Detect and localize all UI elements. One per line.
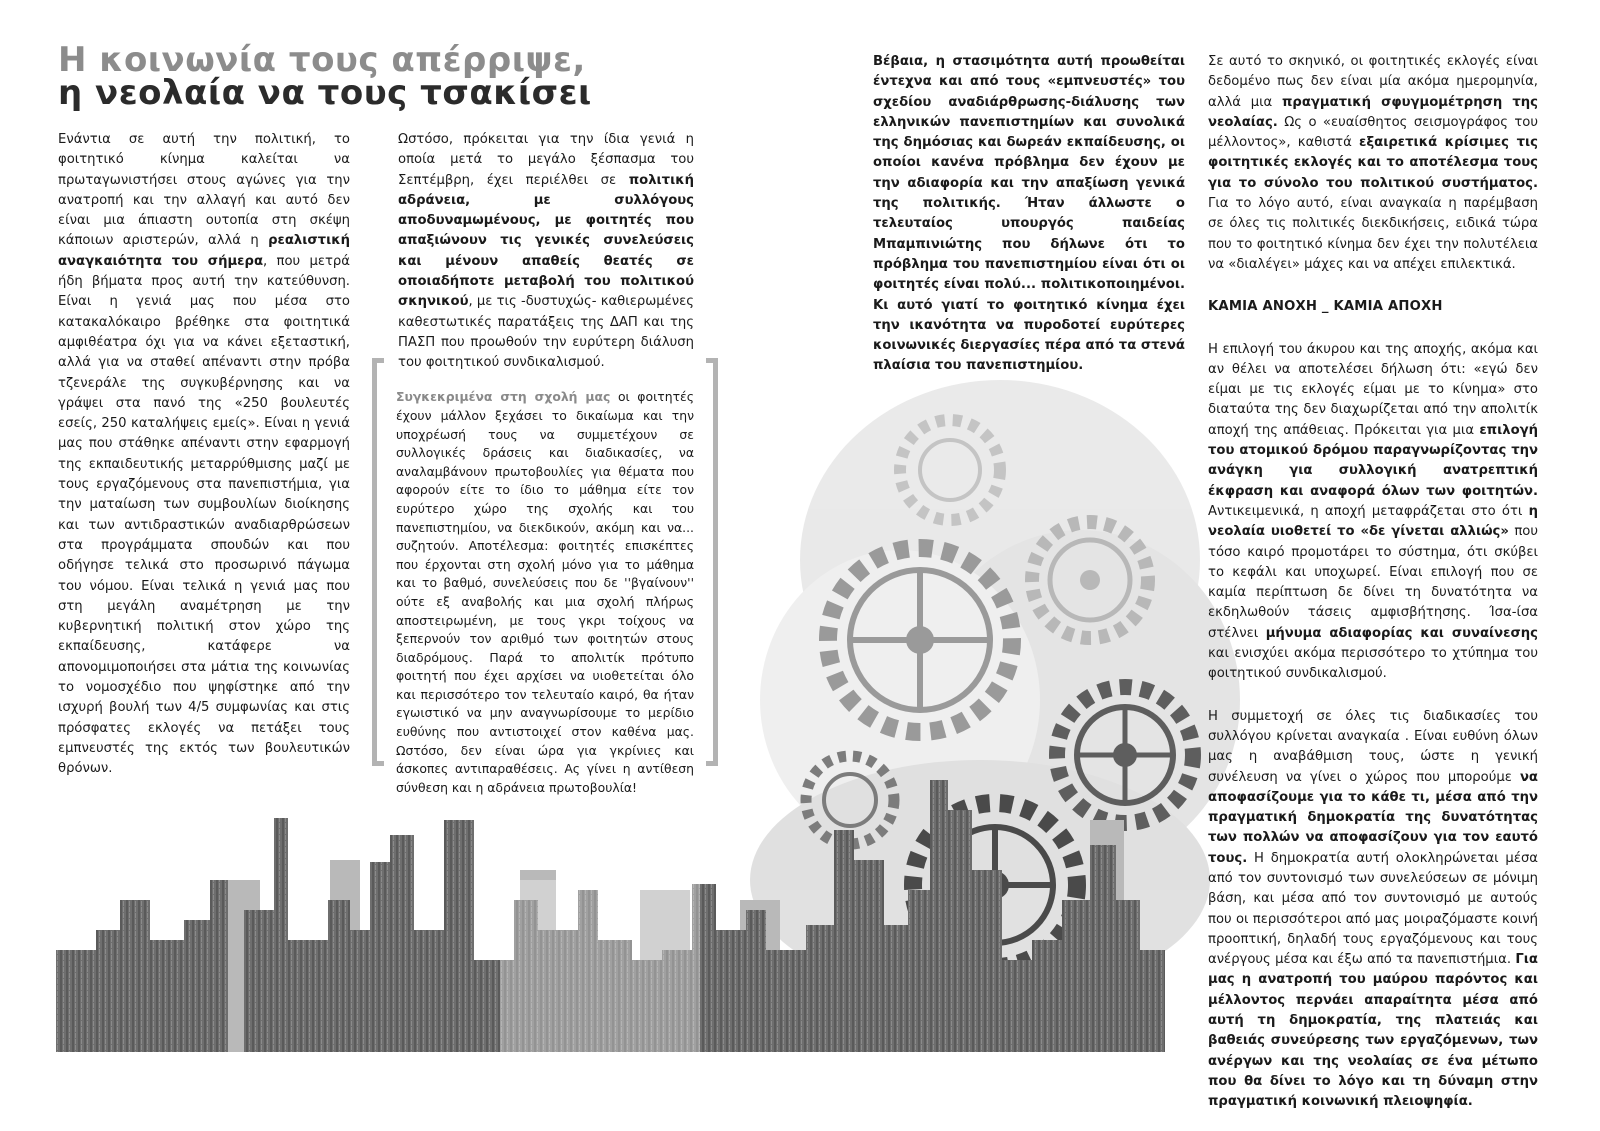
sidebar-lead: Συγκεκριμένα στη σχολή μας [396,389,611,405]
text: , που μετρά ήδη βήματα προς αυτή την κατεύθυνση. Είναι η γενιά μας που μέσα στο κατακαλόκαιρο βρέθηκε στα φοιτητικά αμφιθέατρα όχι για να κάνει εξεταστική, αλλά για να σταθεί απέναντι στην πρόβα τζενεράλε της συγκυβέρνησης και να γράψει στα πανό της «250 βουλευτές εσείς, 250 καταλήψεις εμείς». Είναι η γενιά μας που στάθηκε απέναντι στην εφαρμογή της εκπαιδευτικής μεταρρύθμισης μαζί με τους εργαζόμενους στα πανεπιστήμια, για την ματαίωση των συμβουλίων διοίκησης και των αντιδραστικών αναδιαρθρώσεων στα προγράμματα σπουδών και που οδήγησε τελικά στο προσωρινό πάγωμα του νόμου. Είναι τελικά η γενιά μας που στη μεγάλη αναμέτρηση με την κυβερνητική πολιτική στον χώρο της εκπαίδευσης, κατάφερε να απονομιμοποιήσει στα μάτια της κοινωνίας το νομοσχέδιο που ψηφίστηκε από την ισχυρή βουλή των 4/5 συμφωνίας και στις πρόσφατες εκλογές να πετάξει τους εμπνευστές της εκτός των βουλευτικών θρόνων. [58,253,350,777]
text: Ενάντια σε αυτή την πολιτική, το φοιτητικό κίνημα καλείται να πρωταγωνιστήσει στους αγώνες για την ανατροπή και την αλλαγή και αυτό δεν είναι μια άπιαστη ουτοπία στη σκέψη κάποιων αριστερών, αλλά η [58,132,350,249]
bold-text: Για μας η ανατροπή του μαύρου παρόντος και μέλλοντος περνάει απαραίτητα μέσα από αυτή τη δημοκρατία, της πλατειάς και βαθειάς συνεύρεσης των εργαζόμενων, των ανέργων και της νεολαίας σε ένα μέτωπο που θα δίνει το λόγο και τη δύναμη στην πραγματική κοινωνική πλειοψηφία. [1208,952,1538,1110]
paragraph [1208,52,1538,275]
text: οι φοιτητές έχουν μάλλον ξεχάσει το δικαίωμα και την υποχρέωσή τους να συμμετέχουν σε συλλογικές δράσεις και διαδικασίες, να αναλαμβάνουν πρωτοβουλίες για θέματα που αφορούν είτε το ίδιο το μάθημα είτε τον ευρύτερο χώρο της σχολής και του πανεπιστημίου, να διεκδικούν, ακόμη και να... συζητούν. Αποτέλεσμα: φοιτητές επισκέπτες που έρχονται στη σχολή μόνο για το μάθημα και το βαθμό, συνελεύσεις που δε ''βγαίνουν'' ούτε εξ αναβολής και μια σχολή πλήρως αποστειρωμένη, με τους γκρι τοίχους να ξεπερνούν τον αριθμό των φοιτητών στους διαδρόμους. Παρά το απολιτίκ πρότυπο φοιτητή που έχει αρχίσει να υιοθετείται όλο και περισσότερο τον τελευταίο καιρό, θα ήταν εγωιστικό να μην αναγνωρίσουμε το μερίδιο ευθύνης που αντιστοιχεί στον καθένα μας. Ωστόσο, δεν είναι ώρα για γκρίνιες και άσκοπες αντιπαραθέσεις. Ας γίνει η αντίθεση σύνθεση και η αδράνεια πρωτοβουλία! [396,389,694,795]
paragraph [1208,340,1538,685]
subheading: ΚΑΜΙΑ ΑΝΟΧΗ _ ΚΑΜΙΑ ΑΠΟΧΗ [1208,299,1443,315]
text: Αντικειμενικά, η αποχή μεταφράζεται στο ότι [1208,503,1529,519]
text: , με τις -δυστυχώς- καθιερωμένες καθεστωτικές παρατάξεις της ΔΑΠ και της ΠΑΣΠ που προωθούν την ευρύτερη διάλυση του φοιτητικού συνδικαλισμού. [398,294,694,371]
text: Ωστόσο, πρόκειται για την ίδια γενιά η οποία μετά το μεγάλο ξέσπασμα του Σεπτέμβρη, έχει περιέλθει σε [398,132,694,188]
text: Η συμμετοχή σε όλες τις διαδικασίες του συλλόγου κρίνεται αναγκαία . Είναι ευθύνη όλων μας η αναβάθμιση τους, ώστε η γενική συνέλευση να γίνει ο χώρος που μπορούμε [1208,708,1538,785]
bold-text: επιλογή του ατομικού δρόμου παραγνωρίζοντας την ανάγκη για συλλογική ανατρεπτική έκφραση και αναφορά όλων των φοιτητών. [1208,422,1538,499]
sidebar-box [372,358,718,795]
sidebar-text [396,388,694,797]
column-1 [58,130,350,780]
text: Η επιλογή του άκυρου και της αποχής, ακόμα και αν θέλει να αποτελέσει δήλωση ότι: «εγώ δεν είμαι με τις εκλογές είμαι με το κίνημα» στο διαταύτα της δεν διαχωρίζεται από την απολιτίκ αποχή της απάθειας. Πρόκειται για μια [1208,341,1538,438]
text: Η δημοκρατία αυτή ολοκληρώνεται μέσα από τον συντονισμό των συνελεύσεων σε μόνιμη βάση, και μέσα από τον συντονισμό με αυτούς που οι περισσότεροι από μας μοιραζόμαστε κοινή προοπτική, δηλαδή τους εργαζόμενους και τους ανέργους μέσα και έξω από τα πανεπιστήμια. [1208,850,1538,968]
title-line-2: η νεολαία να τους τσακίσει [58,73,592,113]
bold-text: πολιτική αδράνεια, με συλλόγους αποδυναμωμένους, με φοιτητές που απαξιώνουν τις γενικές συνελεύσεις και μένουν απαθείς θεατές σε οποιαδήποτε μεταβολή του πολιτικού σκηνικού [398,172,694,310]
column-3 [873,52,1185,377]
bracket-right [706,358,718,766]
text: Σε αυτό το σκηνικό, οι φοιτητικές εκλογές είναι δεδομένο πως δεν είναι μία ακόμα ημερομηνία, αλλά μια [1208,54,1538,110]
column-2 [398,130,694,374]
bold-text: ρεαλιστική αναγκαιότητα του σήμερα [58,233,350,269]
text: Ως ο «ευαίσθητος σεισμογράφος του μέλλοντος», καθιστά [1208,114,1538,151]
bold-text: εξαιρετικά κρίσιμες τις φοιτητικές εκλογές και το αποτέλεσμα τους για το σύνολο του πολιτικού συστήματος. [1208,135,1538,191]
paragraph: Βέβαια, η στασιμότητα αυτή προωθείται έντεχνα και από τους «εμπνευστές» του σχεδίου αναδιάρθρωσης-διάλυσης των ελληνικών πανεπιστημίων και συνολικά της δημόσιας και δωρεάν εκπαίδευσης, οι οποίοι κανένα πρόβλημα δεν έχουν με την αδιαφορία και την απαξίωση γενικά της πολιτικής. Ήταν άλλωστε ο τελευταίος υπουργός παιδείας Μπαμπινιώτης που δήλωνε ότι το πρόβλημα του πανεπιστημίου είναι ότι οι φοιτητές είναι πολύ... πολιτικοποιημένοι. Κι αυτό γιατί το φοιτητικό κίνημα έχει την ικανότητα να πυροδοτεί ευρύτερες κοινωνικές διεργασίες πέρα από τα στενά πλαίσια του πανεπιστημίου. [873,54,1185,374]
text: και ενισχύει ακόμα περισσότερο το χτύπημα του φοιτητικού συνδικαλισμού. [1208,646,1538,682]
text: Για το λόγο αυτό, είναι αναγκαία η παρέμβαση σε όλες τις πολιτικές διεκδικήσεις, ειδικά τώρα που το φοιτητικό κίνημα δεν έχει την πολυτέλεια να «διαλέγει» μάχες και να απέχει επιλεκτικά. [1208,196,1538,272]
paragraph [58,130,350,780]
gear-icon [828,548,1012,732]
bold-text: η νεολαία υιοθετεί το «δε γίνεται αλλιώς» [1208,503,1538,540]
title-line-1: Η κοινωνία τους απέρριψε, [58,40,586,80]
bold-text: μήνυμα αδιαφορίας και συναίνεσης [1265,625,1538,641]
article-title [58,40,592,113]
skyline-fade [500,880,700,1052]
bold-text: να αποφασίζουμε για το κάθε τι, μέσα από την πραγματική δημοκρατία της δυνατότητας των πολλών να αποφασίζουν για τον εαυτό τους. [1208,769,1538,866]
bracket-left [372,358,384,766]
text: που τόσο καιρό προμοτάρει το σύστημα, ότι σκύβει το κεφάλι και υποχωρεί. Είναι επιλογή που σε καμία περίπτωση δε δίνει τη δυνατότητα να εκδηλωθούν τάσεις αμφισβήτησης. Ίσα-ίσα στέλνει [1208,524,1538,641]
bold-text: πραγματική σφυγμομέτρηση της νεολαίας. [1208,94,1538,130]
paragraph [1208,707,1538,1113]
column-4 [1208,52,1538,1113]
paragraph [398,130,694,374]
